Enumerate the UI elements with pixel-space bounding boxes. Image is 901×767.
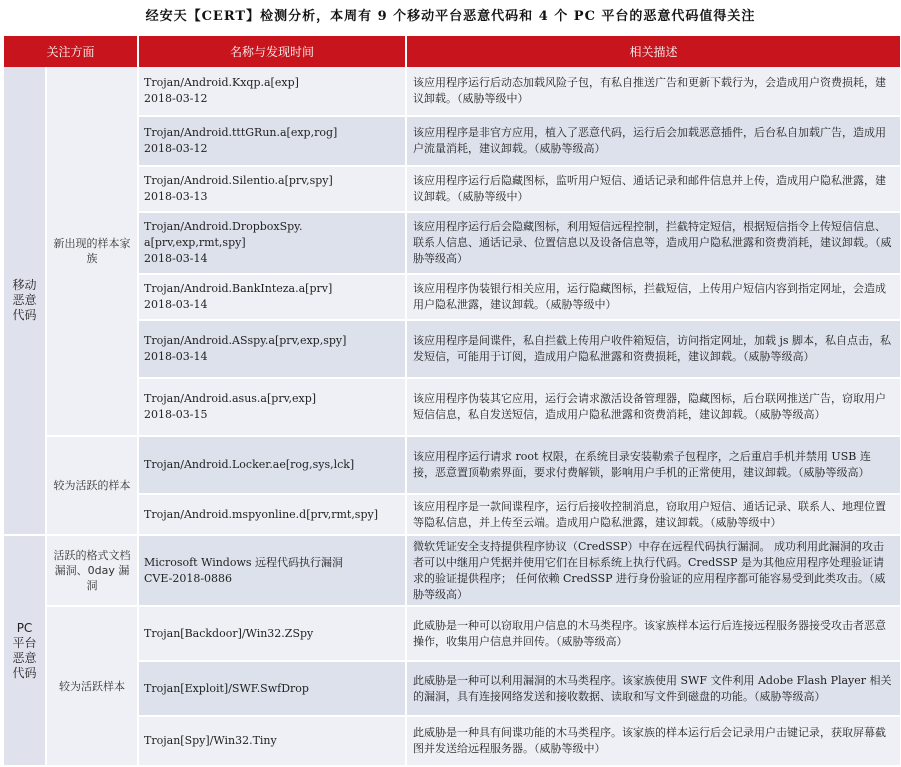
category-cell: PC 平台 恶意 代码 xyxy=(4,535,46,766)
sample-description: 该应用程序是非官方应用，植入了恶意代码，运行后会加载恶意插件，后台私自加载广告，造成用户流量消耗，建议卸载。（威胁等级高） xyxy=(406,116,900,166)
subcategory-cell: 较为活跃样本 xyxy=(46,606,138,766)
sample-name-date: Trojan/Android.Locker.ae[rog,sys,lck] xyxy=(138,436,406,494)
sample-description: 该应用程序运行后隐藏图标，监听用户短信、通话记录和邮件信息并上传，造成用户隐私泄露，建议卸载。（威胁等级中） xyxy=(406,166,900,212)
table-row xyxy=(4,274,900,320)
subcategory-cell: 活跃的格式文档漏洞、0day 漏洞 xyxy=(46,535,138,606)
sample-description: 此威胁是一种具有间谍功能的木马类程序。该家族的样本运行后会记录用户击键记录，获取屏幕截图并发送给远程服务器。（威胁等级中） xyxy=(406,716,900,766)
table-body xyxy=(4,67,900,766)
sample-description: 此威胁是一种可以利用漏洞的木马类程序。该家族使用 SWF 文件利用 Adobe Flash Player 相关的漏洞，具有连接网络发送和接收数据、读取和写文件到磁盘的功能。（威胁等级高） xyxy=(406,661,900,716)
table-row xyxy=(4,436,900,494)
sample-name-date: Trojan[Exploit]/SWF.SwfDrop xyxy=(138,661,406,716)
header-description: 相关描述 xyxy=(406,36,900,67)
subcategory-cell: 较为活跃的样本 xyxy=(46,436,138,535)
sample-name-date: Trojan[Backdoor]/Win32.ZSpy xyxy=(138,606,406,661)
sample-description: 该应用程序运行请求 root 权限，在系统目录安装勒索子包程序，之后重启手机并禁用 USB 连接，恶意置顶勒索界面，要求付费解锁，影响用户手机的正常使用，建议卸载。（威胁等级高） xyxy=(406,436,900,494)
table-row xyxy=(4,67,900,116)
sample-description: 该应用程序是一款间谍程序，运行后接收控制消息，窃取用户短信、通话记录、联系人、地理位置等隐私信息，并上传至云端。造成用户隐私泄露，建议卸载。（威胁等级中） xyxy=(406,494,900,535)
table-row xyxy=(4,661,900,716)
sample-name-date: Trojan/Android.Kxqp.a[exp] 2018-03-12 xyxy=(138,67,406,116)
sample-description: 此威胁是一种可以窃取用户信息的木马类程序。该家族样本运行后连接远程服务器接受攻击者恶意操作，收集用户信息并回传。（威胁等级高） xyxy=(406,606,900,661)
sample-description: 该应用程序是间谍件，私自拦截上传用户收件箱短信，访问指定网址，加载 js 脚本，私自点击，私发短信，可能用于订阅，造成用户隐私泄露和资费损耗，建议卸载。（威胁等级高） xyxy=(406,320,900,378)
table-row xyxy=(4,606,900,661)
sample-description: 该应用程序运行后动态加载风险子包，有私自推送广告和更新下载行为，会造成用户资费损耗，建议卸载。（威胁等级中） xyxy=(406,67,900,116)
table-row xyxy=(4,212,900,274)
sample-description: 微软凭证安全支持提供程序协议（CredSSP）中存在远程代码执行漏洞。 成功利用此漏洞的攻击者可以中继用户凭据并使用它们在目标系统上执行代码。CredSSP 是为其他应用程序处理验证请求的验证提供程序； 任何依赖 CredSSP 进行身份验证的应用程序都可能容易受到此类攻击。（威胁等级高） xyxy=(406,535,900,606)
subcategory-cell: 新出现的样本家族 xyxy=(46,67,138,436)
category-cell: 移动 恶意 代码 xyxy=(4,67,46,535)
sample-name-date: Trojan[Spy]/Win32.Tiny xyxy=(138,716,406,766)
sample-name-date: Trojan/Android.mspyonline.d[prv,rmt,spy] xyxy=(138,494,406,535)
sample-description: 该应用程序伪装其它应用，运行会请求激活设备管理器，隐藏图标，后台联网推送广告，窃取用户短信信息，私自发送短信，造成用户隐私泄露和资费消耗，建议卸载。（威胁等级高） xyxy=(406,378,900,436)
table-row xyxy=(4,166,900,212)
report-title: 经安天【CERT】检测分析，本周有 9 个移动平台恶意代码和 4 个 PC 平台的恶意代码值得关注 xyxy=(145,9,756,24)
table-row xyxy=(4,378,900,436)
header-focus-area: 关注方面 xyxy=(4,36,138,67)
sample-description: 该应用程序伪装银行相关应用，运行隐藏图标，拦截短信，上传用户短信内容到指定网址，会造成用户隐私泄露，建议卸载。（威胁等级中） xyxy=(406,274,900,320)
sample-name-date: Trojan/Android.asus.a[prv,exp] 2018-03-15 xyxy=(138,378,406,436)
sample-name-date: Microsoft Windows 远程代码执行漏洞 CVE-2018-0886 xyxy=(138,535,406,606)
sample-name-date: Trojan/Android.tttGRun.a[exp,rog] 2018-03-12 xyxy=(138,116,406,166)
table-row xyxy=(4,716,900,766)
sample-name-date: Trojan/Android.ASspy.a[prv,exp,spy] 2018-03-14 xyxy=(138,320,406,378)
table-row xyxy=(4,535,900,606)
table-row xyxy=(4,494,900,535)
sample-name-date: Trojan/Android.Silentio.a[prv,spy] 2018-03-13 xyxy=(138,166,406,212)
sample-name-date: Trojan/Android.DropboxSpy. a[prv,exp,rmt,spy] 2018-03-14 xyxy=(138,212,406,274)
malware-table xyxy=(4,36,900,767)
table-header-row xyxy=(4,36,900,67)
table-row xyxy=(4,116,900,166)
sample-description: 该应用程序运行后会隐藏图标，利用短信远程控制，拦截特定短信，根据短信指令上传短信信息、联系人信息、通话记录、位置信息以及设备信息等，造成用户隐私泄露和资费消耗，建议卸载。（威胁等级高） xyxy=(406,212,900,274)
table-row xyxy=(4,320,900,378)
sample-name-date: Trojan/Android.BankInteza.a[prv] 2018-03-14 xyxy=(138,274,406,320)
header-name-date: 名称与发现时间 xyxy=(138,36,406,67)
